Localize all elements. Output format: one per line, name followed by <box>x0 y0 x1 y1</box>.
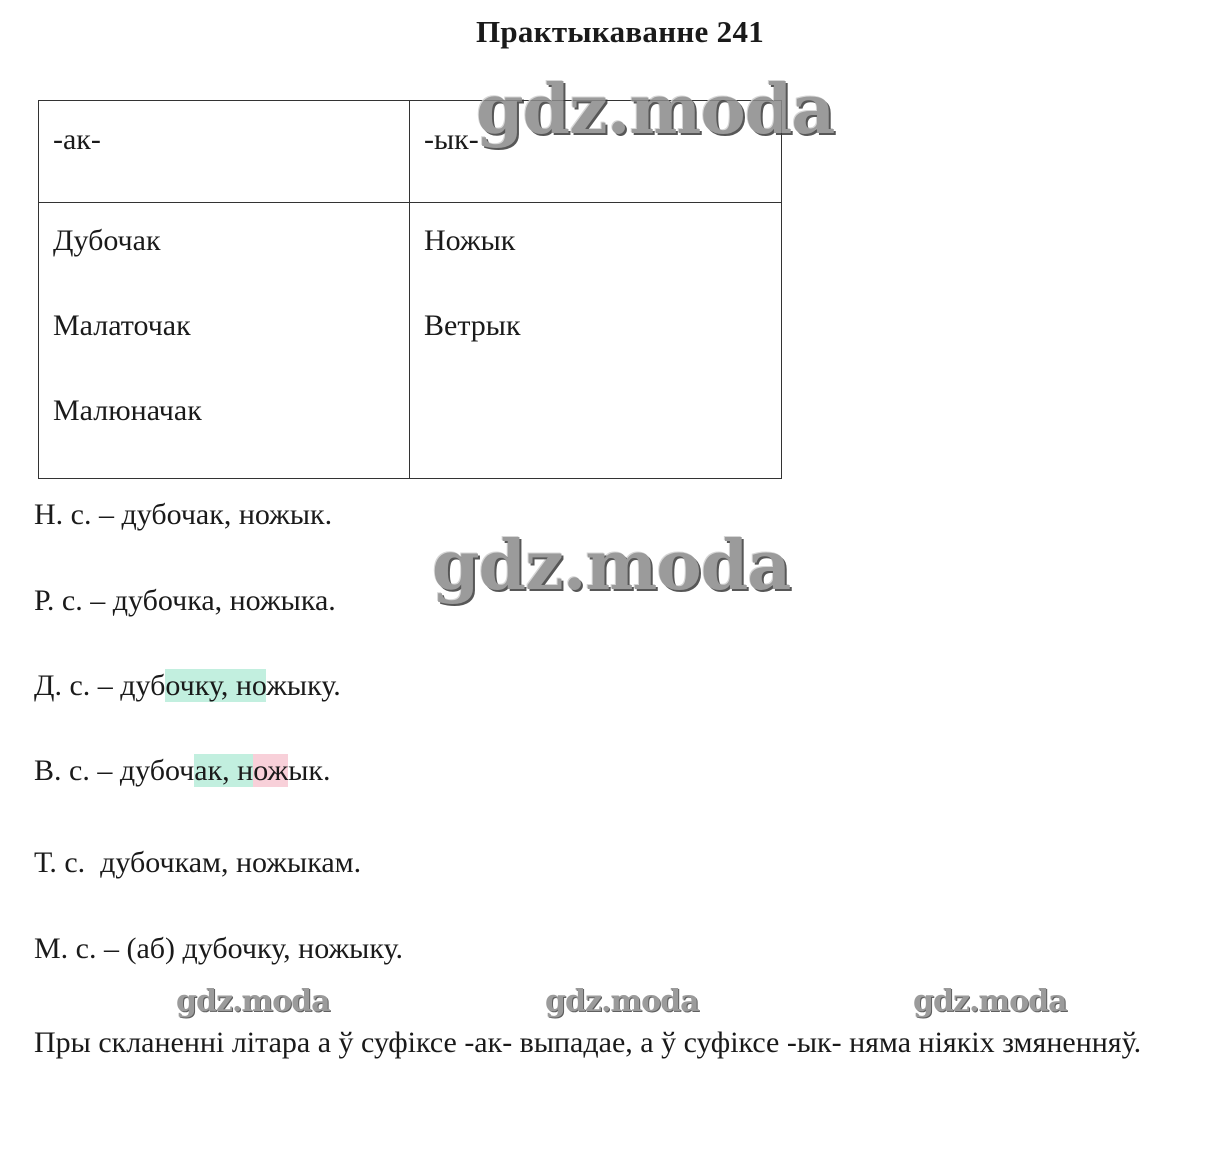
word-yk-1: Ножык <box>424 224 516 257</box>
case-dative-text: Д. с. – дуб <box>34 669 166 702</box>
page-title: Практыкаванне 241 <box>475 14 765 49</box>
column-ak <box>39 203 410 479</box>
header-yk: -ык- <box>410 101 782 203</box>
watermark: gdz.moda <box>913 984 1067 1019</box>
suffix-table <box>38 100 782 479</box>
watermark: gdz.moda <box>432 526 791 606</box>
header-ak: -ак- <box>39 101 410 203</box>
case-nominative: Н. с. – дубочак, ножык. <box>34 498 333 531</box>
watermark: gdz.moda <box>476 70 835 150</box>
case-dative <box>34 669 341 703</box>
case-locative: М. с. – (аб) дубочку, ножыку. <box>34 932 403 965</box>
highlight-mark: ак, н <box>194 754 254 787</box>
case-dative-text-end: жыку. <box>266 669 341 702</box>
word-yk-2: Ветрык <box>424 309 521 342</box>
highlight-mark-pink: ож <box>253 754 289 787</box>
table-row <box>39 203 782 479</box>
column-yk <box>410 203 782 479</box>
watermark: gdz.moda <box>545 984 699 1019</box>
word-ak-1: Дубочак <box>53 224 161 257</box>
case-instrumental: Т. с. дубочкам, ножыкам. <box>34 846 362 879</box>
word-ak-2: Малаточак <box>53 309 191 342</box>
case-genitive: Р. с. – дубочка, ножыка. <box>34 584 336 617</box>
watermark: gdz.moda <box>176 984 330 1019</box>
word-ak-3: Малюначак <box>53 394 202 427</box>
table-header-row <box>39 101 782 203</box>
case-accusative-text-end: ык. <box>288 754 331 787</box>
case-accusative <box>34 754 330 788</box>
conclusion-text: Пры скланенні літара а ў суфіксе -ак- выпадае, а ў суфіксе -ык- няма ніякіх змяненняў. <box>34 1026 1142 1059</box>
highlight-mark: очку, но <box>165 669 267 702</box>
case-accusative-text: В. с. – дубоч <box>34 754 195 787</box>
